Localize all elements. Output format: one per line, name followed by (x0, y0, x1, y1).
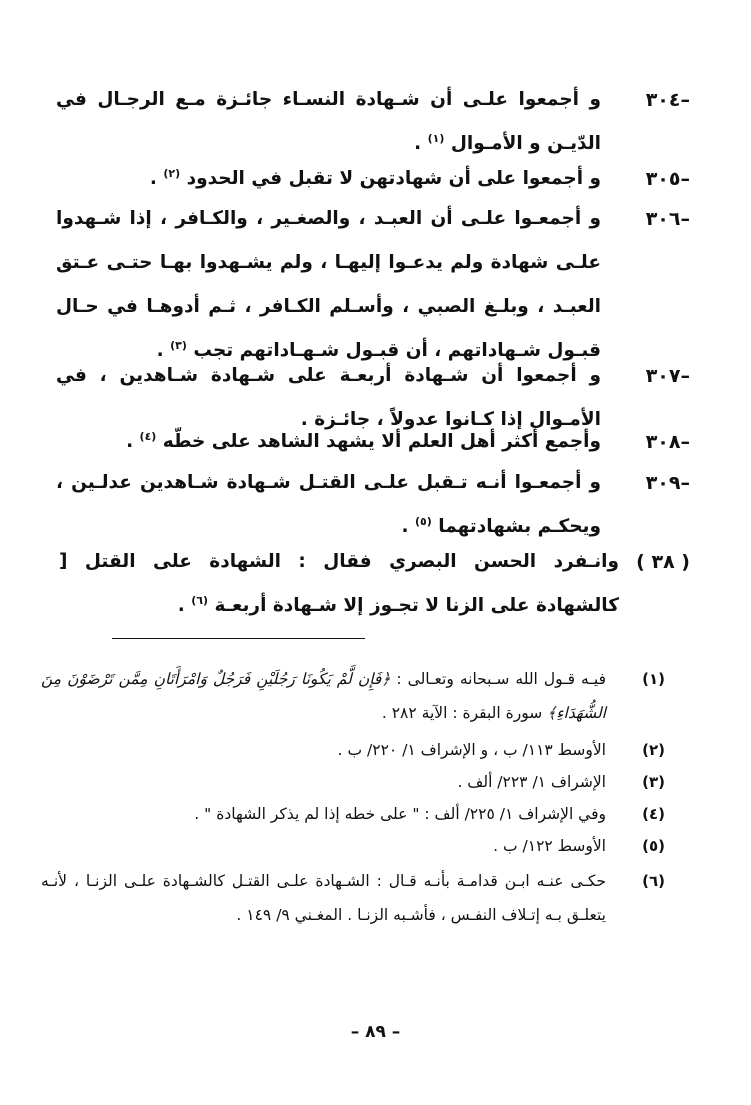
footnote-ref: (٣) (170, 338, 187, 352)
entry-text (56, 461, 601, 549)
entry-text (56, 197, 601, 373)
page-number: – ٨٩ – (350, 1022, 401, 1042)
entry-number: ٣٠٩– (645, 472, 690, 494)
footnote-ref: (١) (427, 131, 445, 145)
footnote-divider (112, 638, 365, 639)
entry-text-main: وأجمع أكثر أهل العلم ألا يشهد الشاهد على خطّه (162, 431, 601, 452)
entry-number: ٣٠٤– (645, 89, 690, 111)
entry-text-tail: . (401, 516, 416, 537)
footnote-text (41, 662, 606, 730)
entry-text-main: و أجمعوا على أن شهادتهن لا تقبل في الحدود (186, 168, 601, 189)
entry-text (56, 420, 601, 464)
entry-number: ٣٠٨– (645, 431, 690, 453)
entry-text (56, 78, 601, 166)
entry-number: ٣٠٥– (645, 168, 690, 190)
footnote-text: حكـى عنـه ابـن قدامـة بأنـه قـال : الشـهادة علـى القتـل كالشـهادة علـى الزنـا ، لأنـه يتعلـق بـه إتـلاف النفـس ، فأشـبه الزنـا . المغـني ٩/ ١٤٩ . (41, 872, 606, 924)
entry-text-main: و أجمعـوا علـى أن العبـد ، والصغـير ، والكـافر ، إذا شـهدوا علـى شهادة ولم يدعـوا إليهـا ، ولم يشـهدوا بهـا حتـى عـتق العبـد ، وبلـغ الصبي ، وأسـلم الكـافر ، ثـم أدوهـا في حـال قبـول شـهاداتهم ، أن قبـول شـهـاداتهم تجب (56, 208, 601, 361)
footnote-text: وفي الإشراف ١/ ٢٢٥/ ألف : " على خطه إذا لم يذكر الشهادة " . (194, 805, 606, 823)
entry-text-main: و أجمعوا علـى أن شـهادة النسـاء جائـزة مـع الرجـال في الدّيـن و الأمـوال (56, 89, 601, 154)
footnote-ref: (٥) (415, 514, 432, 528)
footnote-text-tail: سورة البقرة : الآية ٢٨٢ . (381, 704, 548, 722)
footnote-text: الأوسط ١٢٢/ ب . (493, 837, 606, 855)
entry-text-tail: . (414, 133, 428, 154)
footnote-number: (٤) (642, 805, 665, 823)
entry-number: ( ٣٨ ) (636, 551, 690, 573)
entry-text (56, 157, 601, 201)
footnote-text: الإشراف ١/ ٢٢٣/ ألف . (457, 773, 606, 791)
entry-text-main: وانـفرد الحسن البصري فقال : الشهادة على القتل [ كالشهادة على الزنا لا تجـوز إلا شـهادة أربعـة (59, 551, 619, 616)
footnote-text: الأوسط ١١٣/ ب ، و الإشراف ١/ ٢٢٠/ ب . (337, 741, 606, 759)
entry-text-tail: . (177, 595, 192, 616)
entry-text-tail: . (156, 340, 171, 361)
quran-verse: ﴿فَإِن لَّمْ يَكُونَا رَجُلَيْنِ فَرَجُلٌ وَامْرَأَتَانِ مِمَّن تَرْضَوْنَ مِنَ الشُّهَدَاءِ﴾ (41, 670, 606, 722)
entry-text-main: و أجمعوا أن شـهادة أربعـة على شـهادة شـاهدين ، في الأمـوال إذا كـانوا عدولاً ، جائـزة . (56, 365, 601, 430)
entry-number: ٣٠٦– (645, 208, 690, 230)
footnote-number: (١) (642, 670, 665, 688)
footnote-ref: (٢) (163, 166, 181, 180)
footnote-number: (٢) (642, 741, 665, 759)
entry-text-tail: . (126, 431, 140, 452)
entry-number: ٣٠٧– (645, 365, 690, 387)
footnote-number: (٦) (642, 872, 665, 890)
entry-text (59, 540, 619, 628)
entry-text-tail: . (149, 168, 164, 189)
entry-text-main: و أجمعـوا أنـه تـقبل علـى القتـل شـهادة شـاهدين عدلـين ، ويحكـم بشهادتهما (56, 472, 601, 537)
footnote-ref: (٤) (139, 429, 157, 443)
footnote-ref: (٦) (191, 593, 209, 607)
footnote-number: (٣) (642, 773, 665, 791)
footnote-number: (٥) (642, 837, 665, 855)
footnote-text-main: فيـه قـول الله سـبحانه وتعـالى : (390, 670, 606, 688)
